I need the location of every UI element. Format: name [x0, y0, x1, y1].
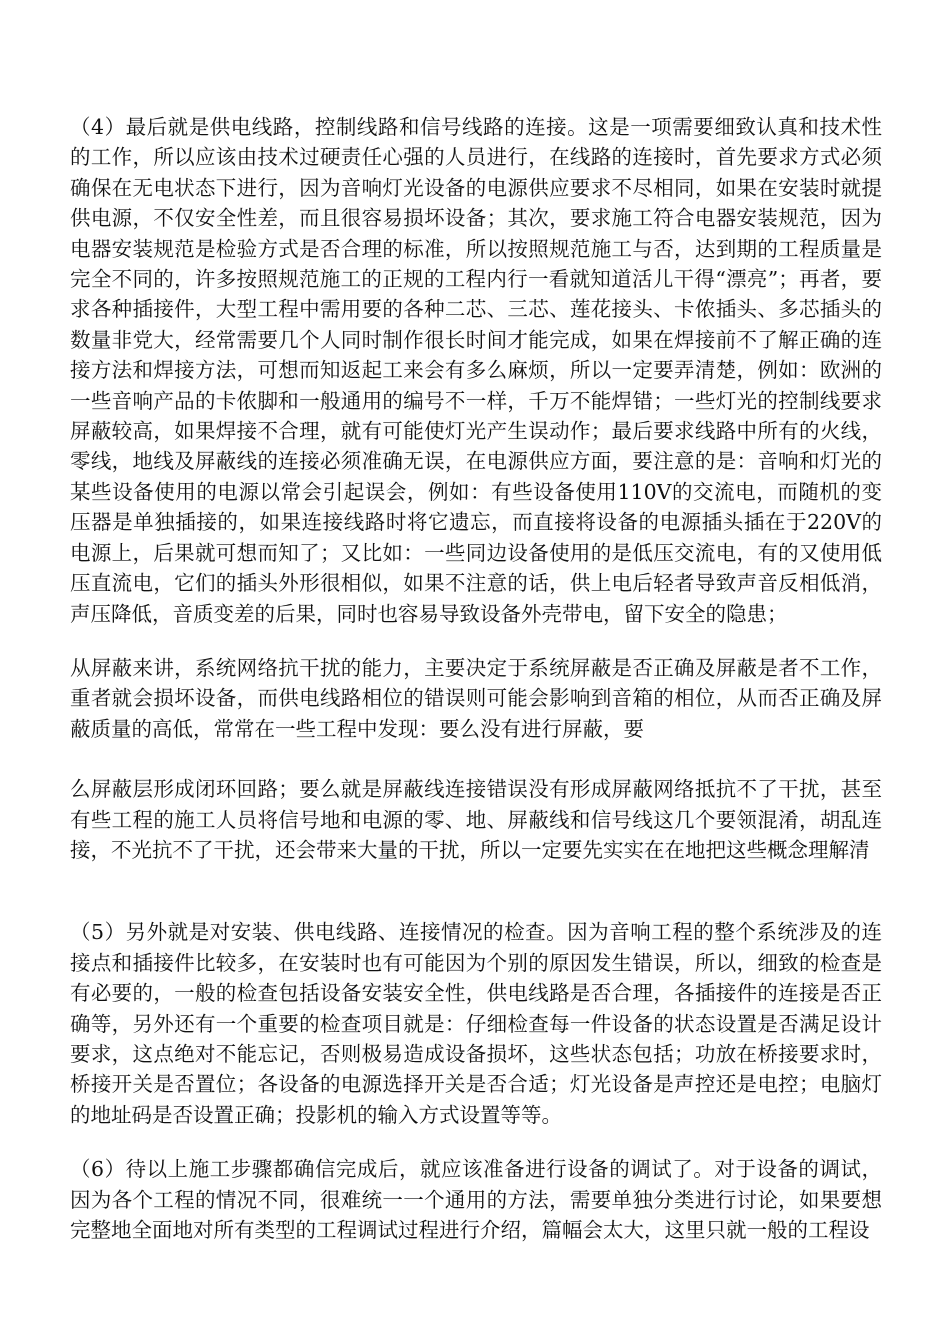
paragraph-shielding-continued: 么屏蔽层形成闭环回路；要么就是屏蔽线连接错误没有形成屏蔽网络抵抗不了干扰，甚至有些工程的施工人员将信号地和电源的零、地、屏蔽线和信号线这几个要领混淆，胡乱连接，不光抗不了干扰，还会带来大量的干扰，所以一定要先实实在在地把这些概念理解清: [70, 777, 882, 862]
paragraph-step-5: （5）另外就是对安装、供电线路、连接情况的检查。因为音响工程的整个系统涉及的连接点和插接件比较多，在安装时也有可能因为个别的原因发生错误，所以，细致的检查是有必要的，一般的检查包括设备安装安全性，供电线路是否合理，各插接件的连接是否正确等，另外还有一个重要的检查项目就是：仔细检查每一件设备的状态设置是否满足设计要求，这点绝对不能忘记，否则极易造成设备损坏，这些状态包括；功放在桥接要求时，桥接开关是否置位；各设备的电源选择开关是否合适；灯光设备是声控还是电控；电脑灯的地址码是否设置正确；投影机的输入方式设置等等。: [70, 920, 882, 1127]
document-page: [70, 112, 882, 1245]
paragraph-step-6: （6）待以上施工步骤都确信完成后，就应该准备进行设备的调试了。对于设备的调试，因为各个工程的情况不同，很难统一一个通用的方法，需要单独分类进行讨论，如果要想完整地全面地对所有类型的工程调试过程进行介绍，篇幅会太大，这里只就一般的工程设: [70, 1157, 882, 1242]
paragraph-step-4: （4）最后就是供电线路，控制线路和信号线路的连接。这是一项需要细致认真和技术性的工作，所以应该由技术过硬责任心强的人员进行，在线路的连接时，首先要求方式必须确保在无电状态下进行，因为音响灯光设备的电源供应要求不尽相同，如果在安装时就提供电源，不仅安全性差，而且很容易损坏设备；其次，要求施工符合电器安装规范，因为电器安装规范是检验方式是否合理的标准，所以按照规范施工与否，达到期的工程质量是完全不同的，许多按照规范施工的正规的工程内行一看就知道活儿干得“漂亮”；再者，要求各种插接件，大型工程中需用要的各种二芯、三芯、莲花接头、卡侬插头、多芯插头的数量非党大，经常需要几个人同时制作很长时间才能完成，如果在焊接前不了解正确的连接方法和焊接方法，可想而知返起工来会有多么麻烦，所以一定要弄清楚，例如：欧洲的一些音响产品的卡侬脚和一般通用的编号不一样，千万不能焊错；一些灯光的控制线要求屏蔽较高，如果焊接不合理，就有可能使灯光产生误动作；最后要求线路中所有的火线，零线，地线及屏蔽线的连接必须准确无误，在电源供应方面，要注意的是：音响和灯光的某些设备使用的电源以常会引起误会，例如：有些设备使用110V的交流电，而随机的变压器是单独插接的，如果连接线路时将它遗忘，而直接将设备的电源插头插在于220V的电源上，后果就可想而知了；又比如：一些同边设备使用的是低压交流电，有的又使用低压直流电，它们的插头外形很相似，如果不注意的话，供上电后轻者导致声音反相低消，声压降低，音质变差的后果，同时也容易导致设备外壳带电，留下安全的隐患；: [70, 115, 882, 626]
paragraph-shielding: 从屏蔽来讲，系统网络抗干扰的能力，主要决定于系统屏蔽是否正确及屏蔽是者不工作，重者就会损坏设备，而供电线路相位的错误则可能会影响到音箱的相位，从而否正确及屏蔽质量的高低，常常在一些工程中发现：要么没有进行屏蔽，要: [70, 655, 882, 741]
